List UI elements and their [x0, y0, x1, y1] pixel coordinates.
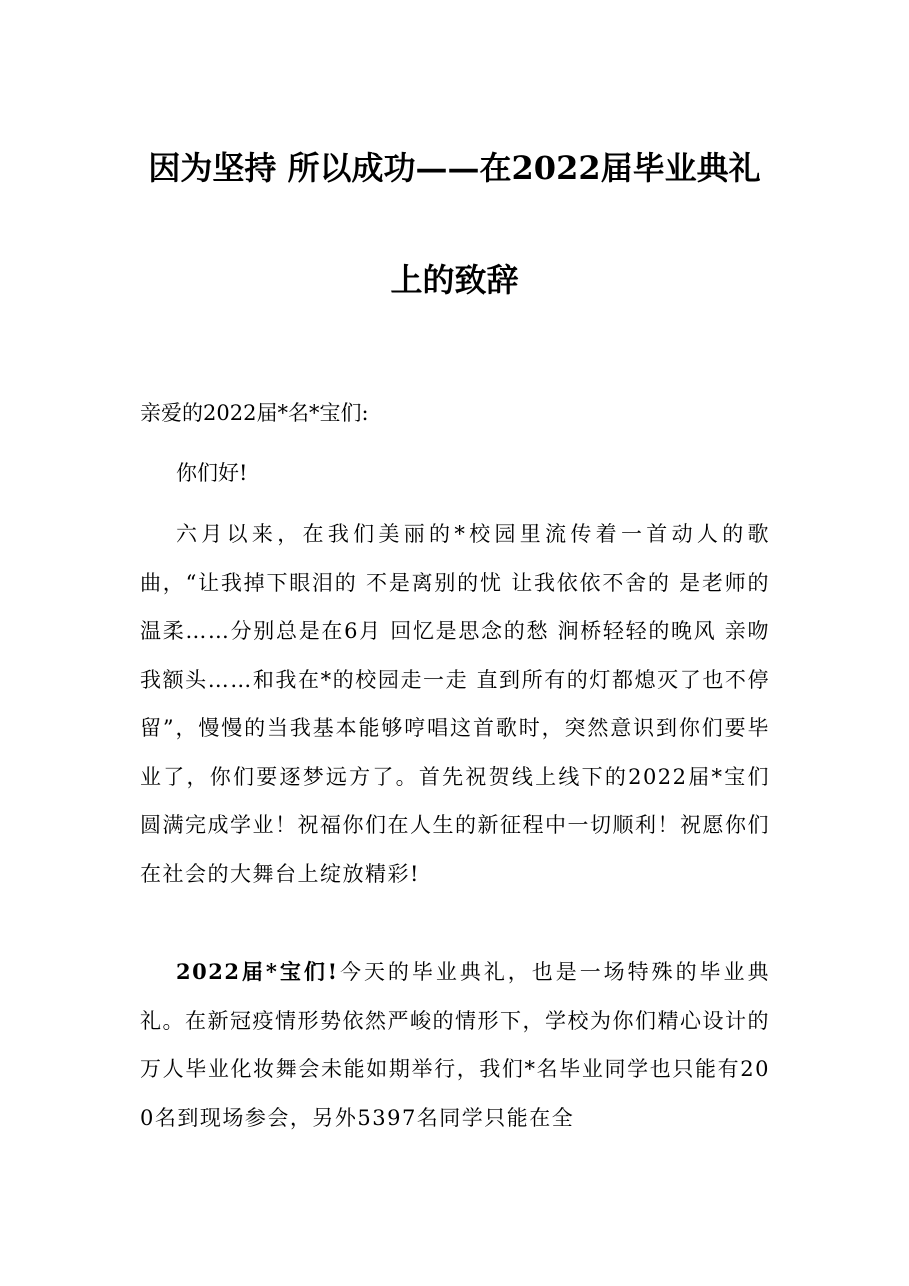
document-title-line-1: 因为坚持 所以成功——在2022届毕业典礼: [148, 149, 761, 187]
salutation: 亲爱的2022届*名*宝们:: [140, 401, 369, 425]
paragraph-1: 六月以来，在我们美丽的*校园里流传着一首动人的歌曲，“让我掉下眼泪的 不是离别的忧 让我依依不舍的 是老师的温柔……分别总是在6月 回忆是思念的愁 涧桥轻轻的晚风 亲吻我额头……和我在*的校园走一走 直到所有的灯都熄灭了也不停留”，慢慢的当我基本能够哼唱这首歌时，突然意识到你们要毕业了，你们要逐梦远方了。首先祝贺线上线下的2022届*宝们圆满完成学业！祝福你们在人生的新征程中一切顺利！祝愿你们在社会的大舞台上绽放精彩!: [140, 522, 770, 886]
greeting: 你们好!: [176, 461, 248, 485]
paragraph-2-lead: 2022届*宝们!: [176, 959, 339, 984]
paragraph-2-container: [140, 948, 770, 1142]
paragraph-2: [140, 948, 770, 1142]
document-title-line-2: 上的致辞: [390, 261, 519, 299]
paragraph-1-container: [140, 510, 770, 898]
paragraph-2-text: 今天的毕业典礼，也是一场特殊的毕业典礼。在新冠疫情形势依然严峻的情形下，学校为你们精心设计的万人毕业化妆舞会未能如期举行，我们*名毕业同学也只能有200名到现场参会，另外5397名同学只能在全: [140, 960, 771, 1130]
